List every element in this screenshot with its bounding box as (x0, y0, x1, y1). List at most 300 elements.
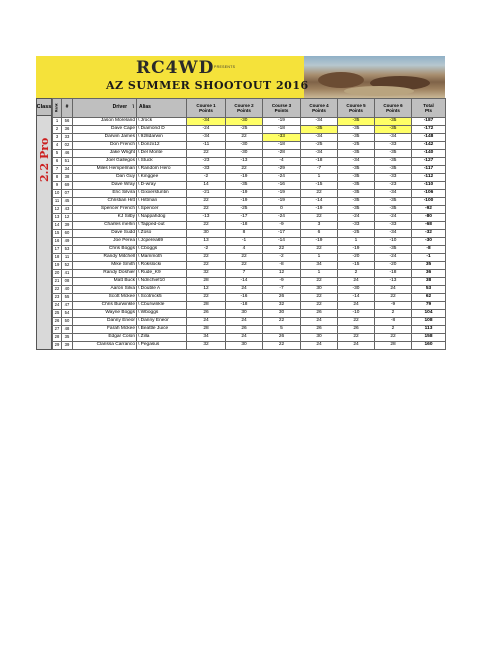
rank-cell: 9 (53, 182, 62, 190)
course6-points-cell: -35 (375, 198, 412, 206)
table-row (53, 142, 446, 150)
course3-points-cell: -18 (263, 142, 301, 150)
course1-points-cell: -24 (187, 126, 226, 134)
course5-points-cell: -35 (338, 118, 375, 126)
course4-points-cell: -34 (301, 150, 338, 158)
course2-points-cell: -35 (226, 182, 263, 190)
course6-points-cell: -23 (375, 182, 412, 190)
total-points-cell: 36 (412, 270, 446, 278)
car-number-cell: 41 (62, 270, 73, 278)
driver-cell: Jake Wright (73, 150, 137, 158)
course3-points-cell: -9 (263, 278, 301, 286)
event-title: AZ SUMMER SHOOTOUT 2016 (106, 79, 309, 92)
course4-points-cell: -14 (301, 198, 338, 206)
course2-points-cell: 24 (226, 334, 263, 342)
course4-points-cell: 22 (301, 214, 338, 222)
rank-cell: 22 (53, 286, 62, 294)
total-points-cell: -142 (412, 142, 446, 150)
course1-points-cell: 12 (187, 286, 226, 294)
car-number-cell: 11 (62, 254, 73, 262)
results-sheet (36, 56, 445, 350)
course6-points-cell: -18 (375, 270, 412, 278)
driver-cell: Charles merlin (73, 222, 137, 230)
driver-cell: Christian Hitt (73, 198, 137, 206)
car-number-cell: 38 (62, 174, 73, 182)
rock-shape (318, 72, 364, 88)
event-banner (36, 56, 445, 98)
course5-points-cell: -35 (338, 198, 375, 206)
total-points-cell: 62 (412, 294, 446, 302)
course6-points-cell: -33 (375, 142, 412, 150)
course2-points-cell: 24 (226, 318, 263, 326)
table-row (53, 166, 446, 174)
course1-points-cell: 34 (187, 334, 226, 342)
course5-header: Course 5 Points (338, 99, 375, 118)
course2-points-cell: -18 (226, 302, 263, 310)
car-number-cell: 39 (62, 342, 73, 350)
course6-points-cell: -9 (375, 302, 412, 310)
rank-cell: 3 (53, 134, 62, 142)
course3-points-cell: -9 (263, 222, 301, 230)
course1-points-cell: -34 (187, 118, 226, 126)
driver-cell: Randy Mitchell (73, 254, 137, 262)
car-number-cell: 46 (62, 150, 73, 158)
course3-points-cell: -28 (263, 150, 301, 158)
course5-points-cell: -35 (338, 182, 375, 190)
total-points-cell: -127 (412, 158, 446, 166)
table-row (53, 294, 446, 302)
course1-points-cell: 26 (187, 310, 226, 318)
car-number-cell: 02 (62, 142, 73, 150)
table-row (53, 174, 446, 182)
driver-cell: Dave Cape (73, 126, 137, 134)
course3-points-cell: -19 (263, 198, 301, 206)
rank-cell: 1 (53, 118, 62, 126)
total-points-cell: 108 (412, 318, 446, 326)
course3-points-cell: -2 (263, 254, 301, 262)
alias-cell: \ Beattle Juice (137, 326, 187, 334)
course2-header: Course 2 Points (226, 99, 263, 118)
alias-cell: \ Hittman (137, 198, 187, 206)
course5-points-cell: -33 (338, 222, 375, 230)
alias-cell: \ D-wray (137, 182, 187, 190)
course1-points-cell: 22 (187, 206, 226, 214)
course4-points-cell: -25 (301, 142, 338, 150)
class-header: Class (36, 98, 52, 116)
course1-points-cell: 30 (187, 230, 226, 238)
alias-cell: \ Cburwinkle (137, 302, 187, 310)
car-number-cell: 60 (62, 230, 73, 238)
course1-points-cell: -13 (187, 214, 226, 222)
course4-points-cell: 22 (301, 294, 338, 302)
course2-points-cell: -25 (226, 206, 263, 214)
course6-points-cell: -33 (375, 174, 412, 182)
course1-points-cell: 13 (187, 238, 226, 246)
course1-points-cell: 32 (187, 270, 226, 278)
table-row (53, 230, 446, 238)
table-row (53, 198, 446, 206)
alias-cell: \ Gixxerstuntin (137, 190, 187, 198)
driver-cell: Wayne Boggs (73, 310, 137, 318)
total-points-cell: 53 (412, 286, 446, 294)
total-points-cell: -80 (412, 214, 446, 222)
alias-cell: \ Ndnchief10 (137, 278, 187, 286)
course5-points-cell: -19 (338, 246, 375, 254)
course4-points-cell: -7 (301, 166, 338, 174)
course5-points-cell: 26 (338, 326, 375, 334)
course6-points-cell: -8 (375, 318, 412, 326)
rank-cell: 26 (53, 318, 62, 326)
rank-cell: 16 (53, 238, 62, 246)
course3-points-cell: -14 (263, 238, 301, 246)
driver-cell: Dan Guy (73, 174, 137, 182)
driver-cell: Miles Hempelman (73, 166, 137, 174)
table-row (53, 286, 446, 294)
course1-points-cell: -33 (187, 166, 226, 174)
course4-points-cell: 1 (301, 254, 338, 262)
rock-shape (344, 86, 414, 96)
driver-cell: Chris Burwinkle (73, 302, 137, 310)
alias-cell: \ Donzx12 (137, 142, 187, 150)
course3-points-cell: 5 (263, 326, 301, 334)
table-row (53, 190, 446, 198)
total-points-cell: -110 (412, 182, 446, 190)
alias-cell: \ Random Hero (137, 166, 187, 174)
course6-points-cell: -35 (375, 246, 412, 254)
course3-points-cell: 26 (263, 294, 301, 302)
driver-cell: Farah Mckee (73, 326, 137, 334)
course1-points-cell: -34 (187, 134, 226, 142)
total-points-cell: 35 (412, 262, 446, 270)
course1-points-cell: 28 (187, 302, 226, 310)
total-points-cell: -92 (412, 206, 446, 214)
course5-points-cell: -35 (338, 206, 375, 214)
driver-cell: Joe Perea (73, 238, 137, 246)
course2-points-cell: 22 (226, 254, 263, 262)
course4-points-cell: 30 (301, 286, 338, 294)
table-row (53, 262, 446, 270)
rank-cell: 7 (53, 166, 62, 174)
course3-points-cell: -33 (263, 134, 301, 142)
total-points-cell: -112 (412, 174, 446, 182)
total-points-cell: 79 (412, 302, 446, 310)
num-header: # (62, 99, 73, 118)
total-points-cell: -30 (412, 238, 446, 246)
alias-cell: \ Cboggs (137, 246, 187, 254)
course2-points-cell: -19 (226, 190, 263, 198)
rank-header: Rank (53, 99, 62, 118)
total-points-cell: -106 (412, 190, 446, 198)
course2-points-cell: -16 (226, 294, 263, 302)
course1-points-cell: 22 (187, 262, 226, 270)
table-row (53, 318, 446, 326)
driver-cell: Darwin James (73, 134, 137, 142)
car-number-cell: 40 (62, 286, 73, 294)
course5-points-cell: -24 (338, 214, 375, 222)
rank-cell: 10 (53, 190, 62, 198)
course1-header: Course 1 Points (187, 99, 226, 118)
driver-cell: Aaron Silva (73, 286, 137, 294)
alias-cell: \ Mammoth (137, 254, 187, 262)
course5-points-cell: -30 (338, 286, 375, 294)
driver-cell: Matt Buck (73, 278, 137, 286)
course4-points-cell: 24 (301, 342, 338, 350)
course3-points-cell: -16 (263, 182, 301, 190)
course5-points-cell: 22 (338, 318, 375, 326)
car-number-cell: 07 (62, 190, 73, 198)
course5-points-cell: 1 (338, 238, 375, 246)
car-number-cell: 49 (62, 238, 73, 246)
car-number-cell: 39 (62, 222, 73, 230)
course4-points-cell: 22 (301, 278, 338, 286)
table-row (53, 126, 446, 134)
course2-points-cell: 30 (226, 310, 263, 318)
table-row (53, 206, 446, 214)
course2-points-cell: -30 (226, 118, 263, 126)
total-points-cell: -100 (412, 198, 446, 206)
course3-points-cell: -17 (263, 230, 301, 238)
table-row (53, 222, 446, 230)
course3-points-cell: -7 (263, 286, 301, 294)
car-number-cell: 56 (62, 118, 73, 126)
rank-cell: 18 (53, 254, 62, 262)
table-row (53, 150, 446, 158)
table-row (53, 278, 446, 286)
course2-points-cell: -14 (226, 278, 263, 286)
course4-points-cell: 1 (301, 270, 338, 278)
course1-points-cell: 22 (187, 294, 226, 302)
course6-points-cell: -34 (375, 230, 412, 238)
course1-points-cell: 22 (187, 222, 226, 230)
course3-points-cell: 0 (263, 206, 301, 214)
course4-points-cell: -34 (301, 134, 338, 142)
course6-points-cell: -24 (375, 214, 412, 222)
rank-cell: 5 (53, 150, 62, 158)
course1-points-cell: 24 (187, 318, 226, 326)
driver-cell: Don French (73, 142, 137, 150)
course2-points-cell: -30 (226, 142, 263, 150)
course4-points-cell: -35 (301, 126, 338, 134)
table-row (53, 334, 446, 342)
rank-cell: 19 (53, 262, 62, 270)
course3-points-cell: 26 (263, 334, 301, 342)
driver-cell: Mike Smith (73, 262, 137, 270)
alias-cell: \ Scotmck5 (137, 294, 187, 302)
course4-points-cell: -19 (301, 238, 338, 246)
driver-cell: Jason Moreland (73, 118, 137, 126)
alias-cell: \ Double A (137, 286, 187, 294)
rank-cell: 12 (53, 206, 62, 214)
rank-cell: 11 (53, 198, 62, 206)
course1-points-cell: -2 (187, 174, 226, 182)
course3-points-cell: -24 (263, 174, 301, 182)
course1-points-cell: 22 (187, 198, 226, 206)
alias-cell: \ Del Monte (137, 150, 187, 158)
table-row (53, 134, 446, 142)
course4-points-cell: 26 (301, 310, 338, 318)
course6-points-cell: -13 (375, 278, 412, 286)
course5-points-cell: -15 (338, 262, 375, 270)
course4-points-cell: 22 (301, 190, 338, 198)
car-number-cell: 55 (62, 294, 73, 302)
course2-points-cell: -17 (226, 214, 263, 222)
course5-points-cell: -14 (338, 294, 375, 302)
course1-points-cell: 22 (187, 150, 226, 158)
alias-cell: \ Jcperea69 (137, 238, 187, 246)
course6-points-cell: -35 (375, 118, 412, 126)
course4-points-cell: 24 (301, 318, 338, 326)
course1-points-cell: 28 (187, 326, 226, 334)
driver-cell: KJ Silby (73, 214, 137, 222)
course6-points-cell: -24 (375, 254, 412, 262)
car-number-cell: 54 (62, 310, 73, 318)
course1-points-cell: -2 (187, 246, 226, 254)
course5-points-cell: -34 (338, 158, 375, 166)
course4-points-cell: 22 (301, 246, 338, 254)
course3-points-cell: -19 (263, 118, 301, 126)
driver-cell: Chris Boggs (73, 246, 137, 254)
course3-points-cell: 22 (263, 342, 301, 350)
course6-points-cell: -35 (375, 206, 412, 214)
car-number-cell: 52 (62, 262, 73, 270)
course1-points-cell: 22 (187, 254, 226, 262)
course6-points-cell: -10 (375, 238, 412, 246)
alias-cell: \ Kinggee (137, 174, 187, 182)
table-row (53, 270, 446, 278)
table-row (53, 246, 446, 254)
course5-points-cell: -25 (338, 142, 375, 150)
course5-points-cell: 22 (338, 334, 375, 342)
course4-points-cell: 3 (301, 222, 338, 230)
course4-header: Course 4 Points (301, 99, 338, 118)
total-points-cell: 38 (412, 278, 446, 286)
alias-cell: \ Zilla (137, 334, 187, 342)
course5-points-cell: -25 (338, 230, 375, 238)
course5-points-cell: -10 (338, 310, 375, 318)
alias-cell: \ Zoso (137, 230, 187, 238)
course1-points-cell: 32 (187, 342, 226, 350)
car-number-cell: 34 (62, 166, 73, 174)
rank-cell: 4 (53, 142, 62, 150)
table-row (53, 118, 446, 126)
course5-points-cell: 2 (338, 270, 375, 278)
course6-points-cell: -34 (375, 134, 412, 142)
rc4wd-logo: RC4WD (136, 58, 215, 78)
course6-points-cell: -35 (375, 126, 412, 134)
car-number-cell: 43 (62, 206, 73, 214)
total-points-cell: -32 (412, 230, 446, 238)
course2-points-cell: 30 (226, 342, 263, 350)
table-row (53, 302, 446, 310)
course5-points-cell: -35 (338, 190, 375, 198)
course3-points-cell: 30 (263, 310, 301, 318)
course4-points-cell: -15 (301, 182, 338, 190)
course4-points-cell: 30 (301, 334, 338, 342)
course6-points-cell: 28 (375, 342, 412, 350)
total-points-cell: -172 (412, 126, 446, 134)
course2-points-cell: -19 (226, 198, 263, 206)
course6-points-cell: 2 (375, 326, 412, 334)
alias-cell: \ Wboggs (137, 310, 187, 318)
course4-points-cell: 22 (301, 302, 338, 310)
course1-points-cell: 14 (187, 182, 226, 190)
course6-points-cell: 2 (375, 310, 412, 318)
course6-points-cell: -33 (375, 222, 412, 230)
driver-header: Driver \ (73, 99, 137, 118)
course5-points-cell: -35 (338, 126, 375, 134)
course3-points-cell: 32 (263, 302, 301, 310)
driver-cell: Danny Eneor (73, 318, 137, 326)
rank-cell: 27 (53, 326, 62, 334)
class-column (36, 98, 52, 350)
table-row (53, 158, 446, 166)
alias-cell: \ Danny Eneor (137, 318, 187, 326)
rank-cell: 17 (53, 246, 62, 254)
course5-points-cell: -35 (338, 166, 375, 174)
table-row (53, 342, 446, 350)
driver-cell: Scott Mckee (73, 294, 137, 302)
rank-cell: 15 (53, 230, 62, 238)
course5-points-cell: 24 (338, 278, 375, 286)
course4-points-cell: -34 (301, 118, 338, 126)
course1-points-cell: -11 (187, 142, 226, 150)
course5-points-cell: 24 (338, 342, 375, 350)
header-row (53, 99, 446, 118)
course3-points-cell: -4 (263, 158, 301, 166)
alias-cell: \ Diamond D (137, 126, 187, 134)
course2-points-cell: 26 (226, 326, 263, 334)
course3-points-cell: -19 (263, 190, 301, 198)
car-number-cell: 47 (62, 302, 73, 310)
car-number-cell: 35 (62, 334, 73, 342)
course1-points-cell: 28 (187, 278, 226, 286)
table-row (53, 182, 446, 190)
course5-points-cell: -20 (338, 254, 375, 262)
course6-points-cell: 24 (375, 286, 412, 294)
class-label: 2.2 Pro (38, 137, 51, 183)
course2-points-cell: 22 (226, 134, 263, 142)
car-number-cell: 12 (62, 214, 73, 222)
course4-points-cell: 26 (301, 326, 338, 334)
alias-cell: \ Pegasus (137, 342, 187, 350)
table-row (53, 310, 446, 318)
course1-points-cell: -21 (187, 190, 226, 198)
alias-cell: \ Stuck (137, 158, 187, 166)
driver-cell: Joel Gallegos (73, 158, 137, 166)
course5-points-cell: 24 (338, 302, 375, 310)
total-points-cell: -8 (412, 246, 446, 254)
course3-points-cell: -8 (263, 262, 301, 270)
alias-cell: \ Rude_K9 (137, 270, 187, 278)
results-body (53, 118, 446, 350)
car-number-cell: 36 (62, 126, 73, 134)
table-row (53, 254, 446, 262)
total-points-cell: -148 (412, 134, 446, 142)
course2-points-cell: -19 (226, 174, 263, 182)
rank-cell: 24 (53, 302, 62, 310)
course5-points-cell: -35 (338, 174, 375, 182)
course2-points-cell: 22 (226, 166, 263, 174)
rank-cell: 14 (53, 222, 62, 230)
total-points-cell: 113 (412, 326, 446, 334)
course2-points-cell: -18 (226, 222, 263, 230)
rank-cell: 20 (53, 270, 62, 278)
course2-points-cell: -25 (226, 126, 263, 134)
course2-points-cell: -30 (226, 150, 263, 158)
course3-header: Course 3 Points (263, 99, 301, 118)
rank-cell: 6 (53, 158, 62, 166)
banner-photo (304, 56, 445, 98)
